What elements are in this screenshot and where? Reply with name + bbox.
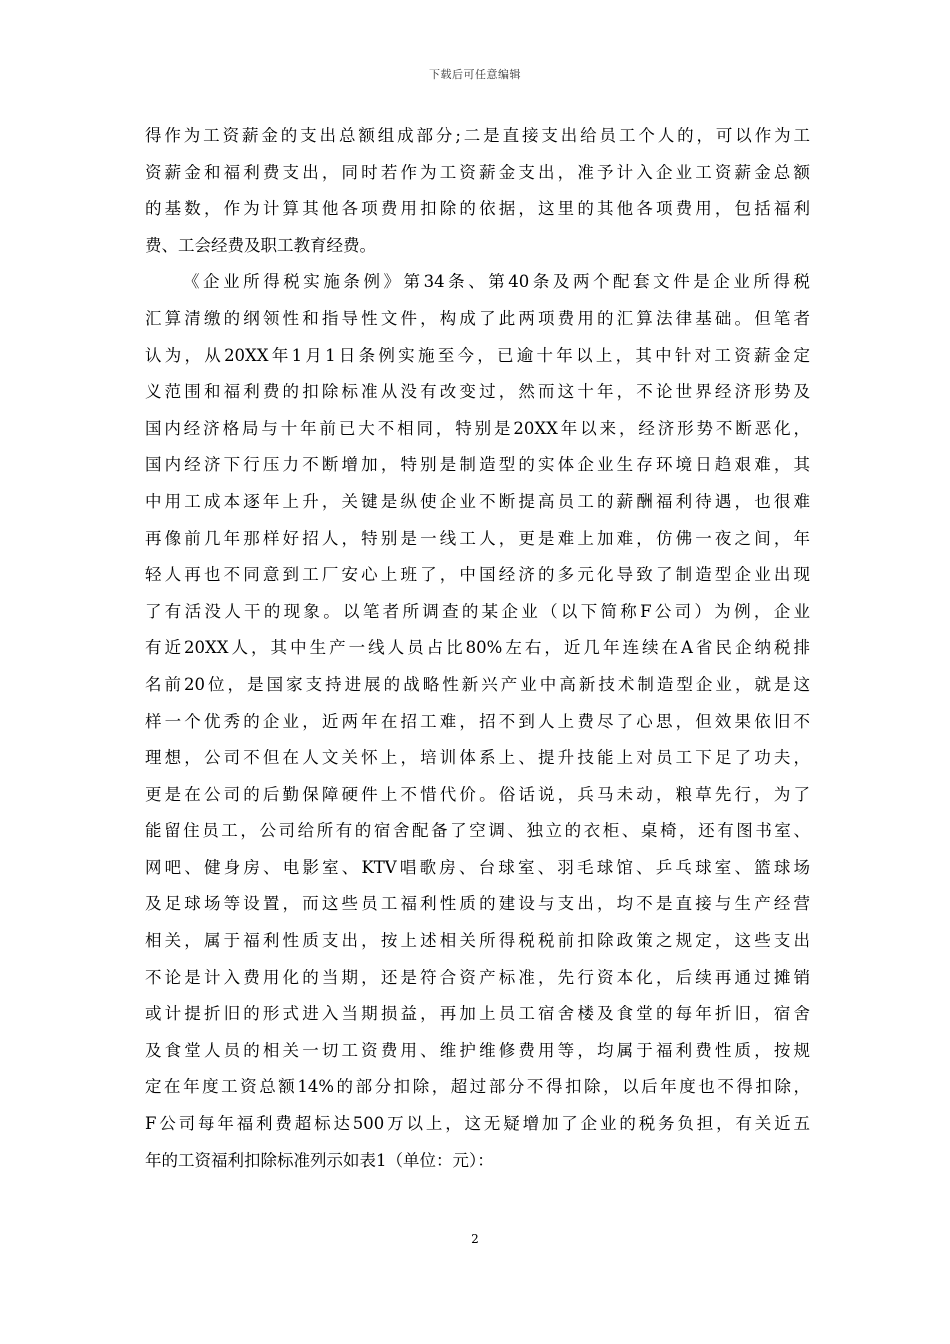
document-body <box>145 118 810 1179</box>
text-line: 义范围和福利费的扣除标准从没有改变过，然而这十年，不论世界经济形势及 <box>145 382 810 402</box>
text-line: 不论是计入费用化的当期，还是符合资产标准，先行资本化，后续再通过摊销 <box>145 967 810 987</box>
text-line: 《企业所得税实施条例》第34条、第40条及两个配套文件是企业所得税 <box>183 272 810 292</box>
paragraph <box>145 118 810 264</box>
text-line: 资薪金和福利费支出，同时若作为工资薪金支出，准予计入企业工资薪金总额 <box>145 162 810 182</box>
page-number: 2 <box>471 1232 479 1246</box>
text-line: 能留住员工，公司给所有的宿舍配备了空调、独立的衣柜、桌椅，还有图书室、 <box>145 821 810 841</box>
text-line: 定在年度工资总额14%的部分扣除，超过部分不得扣除，以后年度也不得扣除， <box>145 1077 810 1097</box>
text-line: 中用工成本逐年上升，关键是纵使企业不断提高员工的薪酬福利待遇，也很难 <box>145 491 810 511</box>
page-header: 下载后可任意编辑 <box>429 68 521 81</box>
text-line: 更是在公司的后勤保障硬件上不惜代价。俗话说，兵马未动，粮草先行，为了 <box>145 784 810 804</box>
text-line: 相关，属于福利性质支出，按上述相关所得税税前扣除政策之规定，这些支出 <box>145 931 810 951</box>
text-line: 费、工会经费及职工教育经费。 <box>145 235 376 255</box>
text-line: 国内经济下行压力不断增加，特别是制造型的实体企业生存环境日趋艰难，其 <box>145 455 810 475</box>
text-line: 认为，从20XX年1月1日条例实施至今，已逾十年以上，其中针对工资薪金定 <box>145 345 810 365</box>
text-line: 理想，公司不但在人文关怀上，培训体系上、提升技能上对员工下足了功夫， <box>145 748 810 768</box>
text-line: 轻人再也不同意到工厂安心上班了，中国经济的多元化导致了制造型企业出现 <box>145 565 810 585</box>
text-line: 有近20XX人，其中生产一线人员占比80%左右，近几年连续在A省民企纳税排 <box>145 638 810 658</box>
text-line: 再像前几年那样好招人，特别是一线工人，更是难上加难，仿佛一夜之间，年 <box>145 528 810 548</box>
text-line: 样一个优秀的企业，近两年在招工难，招不到人上费尽了心思，但效果依旧不 <box>145 711 810 731</box>
text-line: 汇算清缴的纲领性和指导性文件，构成了此两项费用的汇算法律基础。但笔者 <box>145 308 810 328</box>
text-line: 及足球场等设置，而这些员工福利性质的建设与支出，均不是直接与生产经营 <box>145 894 810 914</box>
text-line: 名前20位，是国家支持进展的战略性新兴产业中高新技术制造型企业，就是这 <box>145 674 810 694</box>
text-line: F公司每年福利费超标达500万以上，这无疑增加了企业的税务负担，有关近五 <box>145 1114 810 1134</box>
text-line: 网吧、健身房、电影室、KTV唱歌房、台球室、羽毛球馆、乒乓球室、篮球场 <box>145 857 810 877</box>
text-line: 国内经济格局与十年前已大不相同，特别是20XX年以来，经济形势不断恶化， <box>145 418 810 438</box>
text-line: 或计提折旧的形式进入当期损益，再加上员工宿舍楼及食堂的每年折旧，宿舍 <box>145 1004 810 1024</box>
text-line: 了有活没人干的现象。以笔者所调查的某企业（以下简称F公司）为例，企业 <box>145 601 810 621</box>
text-line: 及食堂人员的相关一切工资费用、维护维修费用等，均属于福利费性质，按规 <box>145 1040 810 1060</box>
text-line: 年的工资福利扣除标准列示如表1（单位：元）： <box>145 1150 494 1170</box>
text-line: 得作为工资薪金的支出总额组成部分;二是直接支出给员工个人的，可以作为工 <box>145 126 810 145</box>
text-line: 的基数，作为计算其他各项费用扣除的依据，这里的其他各项费用，包括福利 <box>145 199 810 219</box>
paragraph <box>145 264 810 1179</box>
